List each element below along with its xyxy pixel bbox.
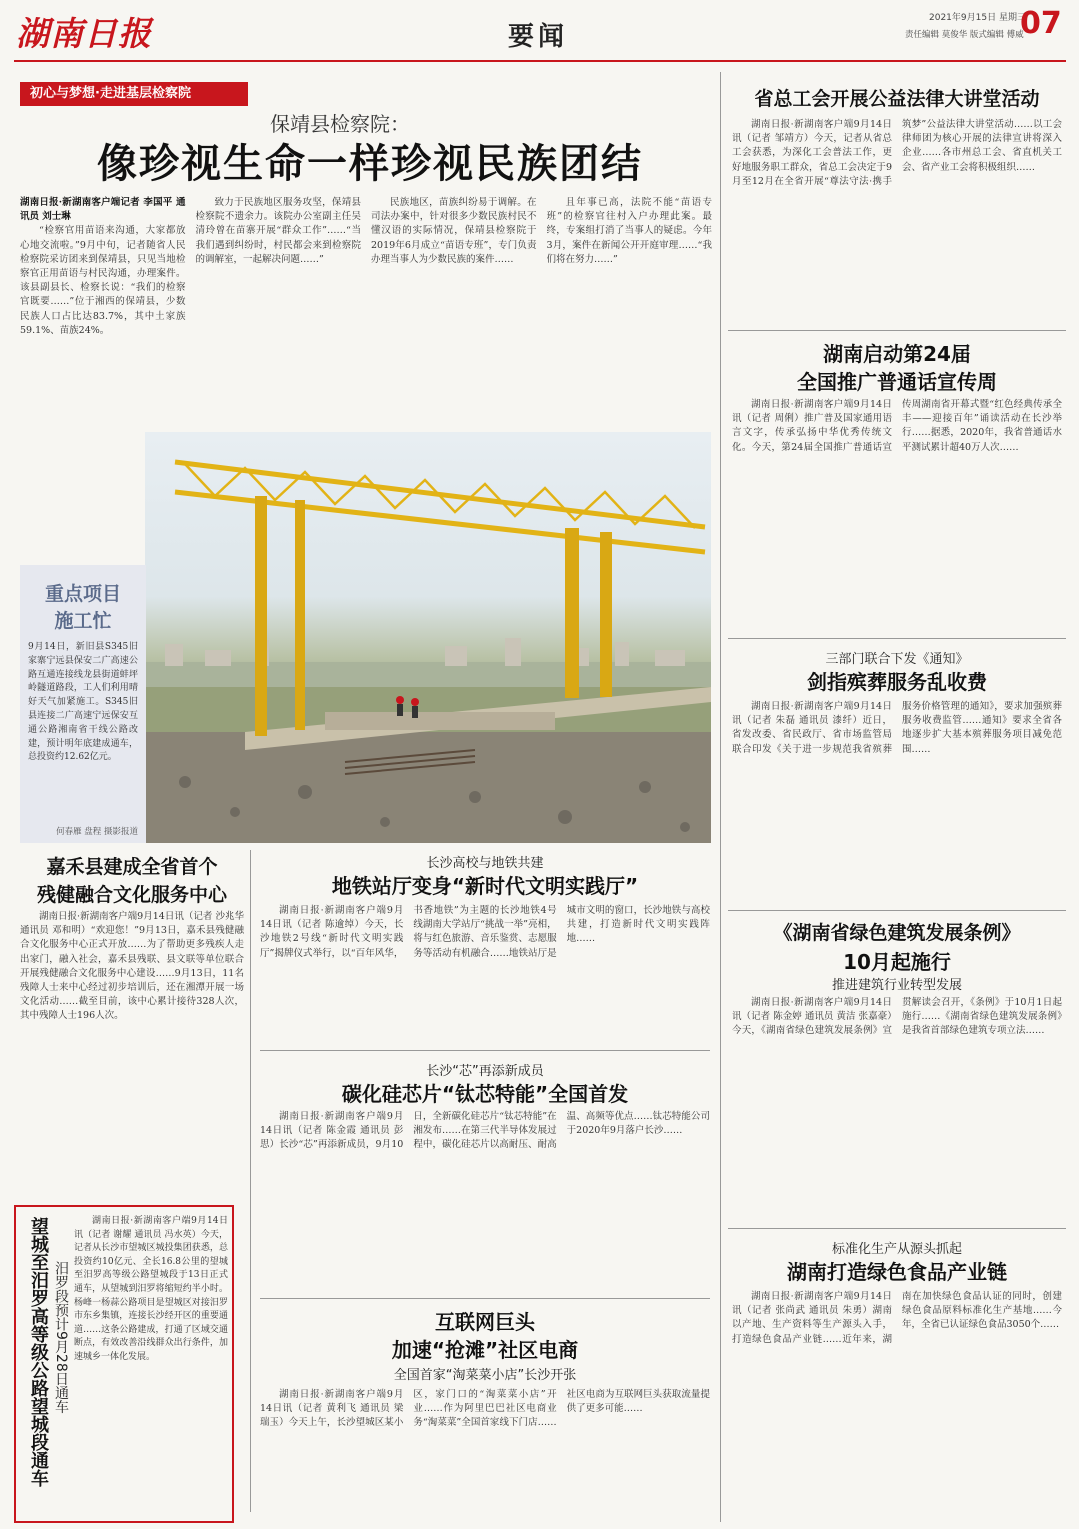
metro-headline: 地铁站厅变身“新时代文明实践厅” xyxy=(331,874,639,898)
green-text: 湖南日报·新湖南客户端9月14日讯（记者 陈金婷 通讯员 黄洁 张嘉豪）今天，《湖南省绿色建筑发展条例》宣贯解读会召开，《条例》于10月1日起施行……《湖南省绿色建筑发展条例》是我省首部绿色建筑专项立法…… xyxy=(732,997,1062,1037)
ecommerce-headline-2: 加速“抢滩”社区电商 xyxy=(391,1338,579,1362)
green-headline-1: 《湖南省绿色建筑发展条例》 xyxy=(773,922,1021,944)
banner-body xyxy=(20,196,712,428)
editors-line: 责任编辑 莫俊华 版式编辑 傅威 xyxy=(905,30,1024,40)
metro-body xyxy=(260,904,710,1044)
feature-box xyxy=(20,565,146,843)
union-text: 湖南日报·新湖南客户端9月14日讯（记者 邹靖方）今天，记者从省总工会获悉，为深化工会普法工作，更好地服务职工群众，省总工会决定于9月至12月在全省开展“尊法守法·携手筑梦”公益法律大讲堂活动……以工会律师团为核心开展的法律宣讲将深入企业……各市州总工会、省直机关工会、省产业工会将积极组织…… xyxy=(732,119,1062,187)
ecommerce-text: 湖南日报·新湖南客户端9月14日讯（记者 黄利飞 通讯员 梁瑞玉）今天上午，长沙望城区某小区，家门口的“淘菜菜小店”开业……作为阿里巴巴社区电商业务“淘菜菜”全国首家线下门店……社区电商为互联网巨头获取流量提供了更多可能…… xyxy=(260,1389,710,1429)
column-tag-text: 初心与梦想·走进基层检察院 xyxy=(30,86,191,101)
banner-col4: 且年事已高，法院不能“苗语专班”的检察官往村入户办理此案。最终，专案组打消了当事人的疑虑。今年3月，案件在新闻公开开庭审理……“我们将在努力……” xyxy=(546,197,712,265)
vertical-story-frame xyxy=(14,1205,234,1523)
chip-headline: 碳化硅芯片“钛芯特能”全国首发 xyxy=(341,1082,629,1106)
union-body xyxy=(732,118,1062,324)
funeral-divider xyxy=(728,910,1066,911)
mandarin-divider xyxy=(728,638,1066,639)
banner-kicker: 保靖县检察院： xyxy=(270,112,410,136)
chip-body xyxy=(260,1110,710,1292)
page-number: 07 xyxy=(1020,6,1062,41)
vertical-headline: 望城至汨罗高等级公路望城段通车 xyxy=(28,1217,49,1487)
funeral-body xyxy=(732,700,1062,906)
banner-col2: 致力于民族地区服务攻坚，保靖县检察院不遗余力。该院办公室副主任吴清玲曾在苗寨开展“群众工作”……“当我们遇到纠纷时，村民都会来到检察院的调解室，一起解决问题……” xyxy=(195,197,361,265)
metro-text: 湖南日报·新湖南客户端9月14日讯（记者 陈逾绰）今天，长沙地铁2号线“新时代文明实践厅”揭牌仪式举行，以“百年风华，书香地铁”为主题的长沙地铁4号线湖南大学站厅“挑战一举”亮相，将与红色旅游、音乐鉴赏、志愿服务等活动有机融合……地铁站厅是城市文明的窗口，长沙地铁与高校共建，打造新时代文明实践阵地…… xyxy=(260,905,710,959)
food-text: 湖南日报·新湖南客户端9月14日讯（记者 张尚武 通讯员 朱勇）湖南以产地、生产资料等生产源头入手，打造绿色食品产业链……近年来，湖南在加快绿色食品认证的同时，创建绿色食品原料标准化生产基地……今年，全省已认证绿色食品3050个…… xyxy=(732,1291,1062,1345)
metro-kicker: 长沙高校与地铁共建 xyxy=(426,856,544,871)
left-column-divider xyxy=(250,850,251,1512)
jiahe-body: 湖南日报·新湖南客户端9月14日讯（记者 沙兆华 通讯员 邓和明）“欢迎您！”9月13日，嘉禾县残健融合文化服务中心正式开放……为了帮助更多残疾人走出家门，融入社会，嘉禾县残联、县文联等单位联合开展残健融合文化服务中心建设……9月13日，11名残障人士来中心经过初步培训后，还在湘潭开展一场文化活动……截至目前，该中心累计接待328人次，其中残障人士196人次。 xyxy=(20,911,244,1022)
green-subheadline: 推进建筑行业转型发展 xyxy=(831,978,962,993)
right-column-divider xyxy=(720,72,721,1522)
column-tag xyxy=(20,82,248,106)
food-body xyxy=(732,1290,1062,1516)
masthead xyxy=(0,0,1079,66)
funeral-kicker: 三部门联合下发《通知》 xyxy=(825,652,969,667)
feature-title-2: 施工忙 xyxy=(54,610,112,632)
metro-chip-divider xyxy=(260,1050,710,1051)
ecommerce-body xyxy=(260,1388,710,1508)
food-headline: 湖南打造绿色食品产业链 xyxy=(787,1260,1007,1284)
ecommerce-subheadline: 全国首家“淘菜菜小店”长沙开张 xyxy=(393,1368,577,1383)
masthead-rule xyxy=(14,60,1066,62)
ecommerce-headline-1: 互联网巨头 xyxy=(435,1310,535,1334)
union-headline: 省总工会开展公益法律大讲堂活动 xyxy=(754,88,1040,110)
green-body xyxy=(732,996,1062,1222)
paper-logo: 湖南日报 xyxy=(16,14,152,53)
banner-col1: “检察官用苗语来沟通，大家都放心地交流啦。”9月中旬，记者随省人民检察院采访团来到保靖县，只见当地检察官正用苗语与村民沟通，办理案件。该县副县长、检察长说：“我们的检察官既要……”位于湘西的保靖县，少数民族人口占比达83.7%，其中土家族59.1%、苗族24%。 xyxy=(20,225,186,336)
feature-body: 9月14日，新旧县S345旧家寨宁远县保安二广高速公路互通连接线龙县街道蚌坪岭隧道路段，工人们利用晴好天气加紧施工。S345旧县连接二广高速宁远保安互通公路湘南省干线公路改建，预计明年底建成通车，总投资约12.62亿元。 xyxy=(28,642,138,763)
banner-headline: 像珍视生命一样珍视民族团结 xyxy=(97,141,643,187)
jiahe-headline-2: 残健融合文化服务中心 xyxy=(36,884,227,906)
funeral-text: 湖南日报·新湖南客户端9月14日讯（记者 朱磊 通讯员 漆纤）近日，省发改委、省民政厅、省市场监管局联合印发《关于进一步规范我省殡葬服务价格管理的通知》，要求加强殡葬服务收费监管……通知》要求全省各地逐步扩大基本殡葬服务项目减免范围…… xyxy=(732,701,1062,755)
green-divider xyxy=(728,1228,1066,1229)
mandarin-body xyxy=(732,398,1062,632)
union-divider xyxy=(728,330,1066,331)
feature-credit: 何春雁 盘程 摄影报道 xyxy=(56,827,138,837)
food-kicker: 标准化生产从源头抓起 xyxy=(831,1242,962,1257)
mandarin-text: 湖南日报·新湖南客户端9月14日讯（记者 周俐）推广普及国家通用语言文字，传承弘扬中华优秀传统文化。今天，第24届全国推广普通话宣传周湖南省开幕式暨“红色经典传承全丰——迎接百年”诵读活动在长沙举行……据悉，2020年，我省普通话水平测试累计超40万人次…… xyxy=(732,399,1062,453)
chip-ecommerce-divider xyxy=(260,1298,710,1299)
vertical-body: 湖南日报·新湖南客户端9月14日讯（记者 谢耀 通讯员 冯水英）今天，记者从长沙市望城区城投集团获悉，总投资约10亿元、全长16.8公里的望城至汨罗高等级公路望城段于13日正式通车，从望城到汨罗将缩短约半小时。杨峰一杨蒜公路项目是望城区对接汨罗市东乡集镇，连接长沙经开区的重要通道……这条公路建成，打通了区域交通断点，有效改善沿线群众出行条件，加速城乡一体化发展。 xyxy=(74,1216,228,1362)
green-headline-2: 10月起施行 xyxy=(843,950,951,974)
mandarin-headline-1: 湖南启动第24届 xyxy=(823,342,971,366)
construction-photo xyxy=(145,432,711,843)
issue-date: 2021年9月15日 星期三 xyxy=(929,13,1026,23)
section-name: 要闻 xyxy=(508,22,569,52)
feature-title-1: 重点项目 xyxy=(44,583,121,605)
banner-col3: 民族地区，苗族纠纷易于调解。在司法办案中，针对很多少数民族村民不懂汉语的实际情况，保靖县检察院于2019年6月成立“苗语专班”，专门负责办理当事人为少数民族的案件…… xyxy=(371,197,537,265)
vertical-subheadline: 汨罗段预计9月28日通车 xyxy=(53,1261,69,1414)
chip-text: 湖南日报·新湖南客户端9月14日讯（记者 陈金霞 通讯员 彭思）长沙“芯”再添新成员，9月10日，全新碳化硅芯片“钛芯特能”在湘发布……在第三代半导体发展过程中，碳化硅芯片以高耐压、耐高温、高频等优点……钛芯特能公司于2020年9月落户长沙…… xyxy=(260,1111,710,1151)
mandarin-headline-2: 全国推广普通话宣传周 xyxy=(797,370,997,394)
jiahe-headline-1: 嘉禾县建成全省首个 xyxy=(46,856,218,878)
banner-byline: 湖南日报·新湖南客户端记者 李国平 通讯员 刘士琳 xyxy=(20,197,186,223)
funeral-headline: 剑指殡葬服务乱收费 xyxy=(807,670,987,694)
photo-illustration xyxy=(145,432,711,843)
chip-kicker: 长沙“芯”再添新成员 xyxy=(426,1064,544,1079)
